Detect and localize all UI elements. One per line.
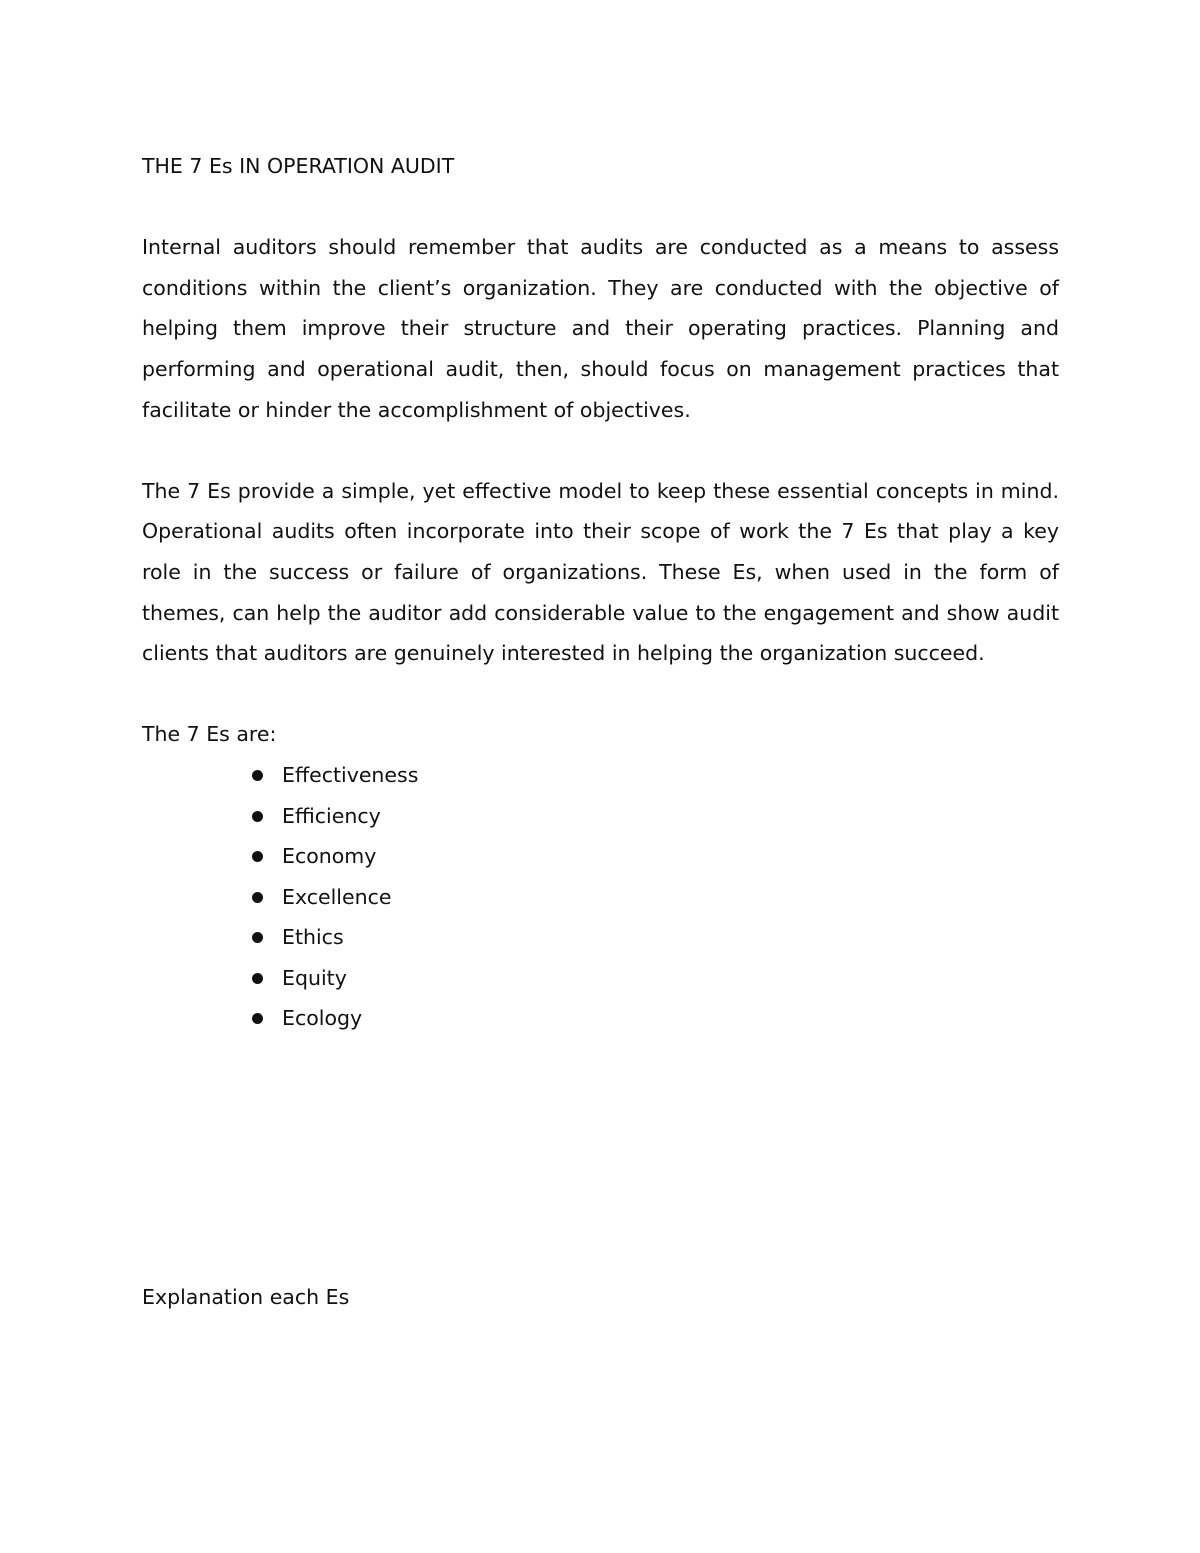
list-item xyxy=(246,998,1059,1039)
bullet-icon xyxy=(252,851,263,862)
list-item-label: Effectiveness xyxy=(282,762,419,787)
bullet-icon xyxy=(252,973,263,984)
document-body xyxy=(142,146,1059,1039)
bullet-icon xyxy=(252,892,263,903)
list-item xyxy=(246,877,1059,918)
list-item-label: Economy xyxy=(282,844,377,869)
bullet-icon xyxy=(252,770,263,781)
explanation-heading: Explanation each Es xyxy=(142,1285,350,1309)
list-item xyxy=(246,796,1059,837)
list-intro: The 7 Es are: xyxy=(142,722,277,747)
bullet-icon xyxy=(252,932,263,943)
paragraph-intro: Internal auditors should remember that audits are conducted as a means to assess conditions within the client’s organization. They are conducted with the objective of helping them improve their structure and their operating practices. Planning and performing and operational audit, then, should focus on management practices that facilitate or hinder the accomplishment of objectives. xyxy=(142,235,1059,422)
list-item xyxy=(246,958,1059,999)
bullet-icon xyxy=(252,1013,263,1024)
document-title: THE 7 Es IN OPERATION AUDIT xyxy=(142,154,455,178)
list-item xyxy=(246,917,1059,958)
paragraph-7-es-model: The 7 Es provide a simple, yet effective model to keep these essential concepts in mind. Operational audits often incorporate into their scope of work the 7 Es that play a key role in the success or failure of organizations. These Es, when used in the form of themes, can help the auditor add considerable value to the engagement and show audit clients that auditors are genuinely interested in helping the organization succeed. xyxy=(142,478,1059,666)
list-item-label: Excellence xyxy=(282,884,392,909)
list-item-label: Efficiency xyxy=(282,803,381,828)
list-item-label: Ecology xyxy=(282,1006,363,1031)
list-item xyxy=(246,755,1059,796)
seven-es-list xyxy=(142,755,1059,1039)
list-item xyxy=(246,836,1059,877)
list-item-label: Ethics xyxy=(282,925,344,950)
bullet-icon xyxy=(252,811,263,822)
list-item-label: Equity xyxy=(282,965,347,990)
